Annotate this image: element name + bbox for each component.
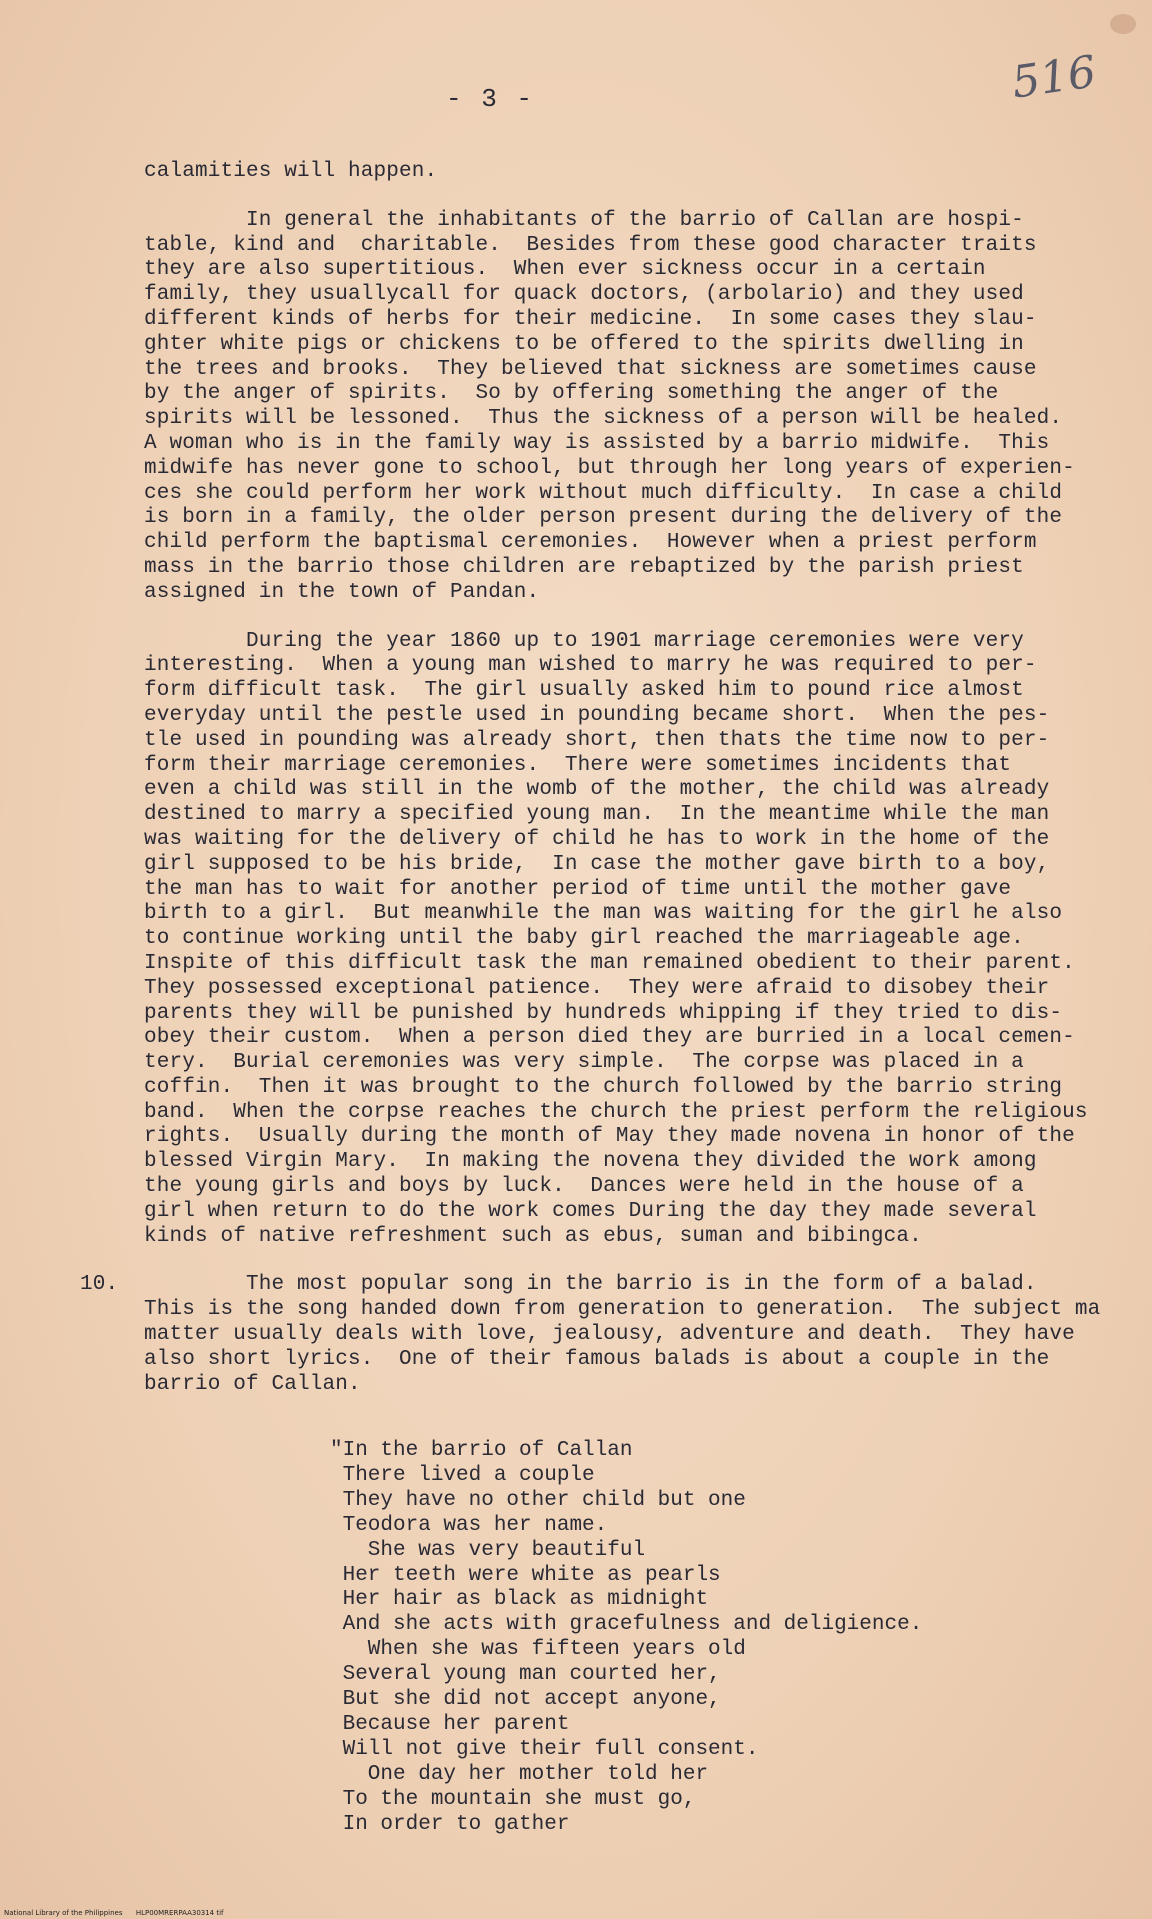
text-line: obey their custom. When a person died they are burried in a local cemen-	[144, 1026, 1075, 1050]
verse-line: Teodora was her name.	[330, 1513, 608, 1537]
text-line: Inspite of this difficult task the man remained obedient to their parent.	[144, 951, 1075, 975]
text-line: In general the inhabitants of the barrio of Callan are hospi-	[144, 208, 1024, 232]
verse-line: There lived a couple	[330, 1463, 595, 1487]
paragraph-4	[80, 1273, 1101, 1397]
text-line: rights. Usually during the month of May they made novena in honor of the	[144, 1125, 1075, 1149]
text-line: barrio of Callan.	[144, 1372, 361, 1396]
text-line: destined to marry a specified young man. In the meantime while the man	[144, 803, 1050, 827]
text-line: The most popular song in the barrio is in the form of a balad.	[144, 1273, 1037, 1297]
archive-footer: National Library of the Philippines HLP00MRERPAA30314 tif	[4, 1909, 224, 1917]
verse-line: Her hair as black as midnight	[330, 1588, 709, 1612]
text-line: ghter white pigs or chickens to be offered to the spirits dwelling in	[144, 332, 1024, 356]
text-line: A woman who is in the family way is assisted by a barrio midwife. This	[144, 431, 1050, 455]
text-line: by the anger of spirits. So by offering something the anger of the	[144, 382, 999, 406]
text-line: the trees and brooks. They believed that sickness are sometimes cause	[144, 357, 1037, 381]
verse-line: When she was fifteen years old	[330, 1638, 746, 1662]
text-line: form difficult task. The girl usually asked him to pound rice almost	[144, 679, 1024, 703]
text-line: child perform the baptismal ceremonies. However when a priest perform	[144, 531, 1037, 555]
text-line: ces she could perform her work without much difficulty. In case a child	[144, 481, 1063, 505]
page-number: - 3 -	[445, 84, 534, 114]
text-line: matter usually deals with love, jealousy, adventure and death. They have	[144, 1323, 1075, 1347]
text-line: During the year 1860 up to 1901 marriage ceremonies were very	[144, 629, 1024, 653]
verse-line: And she acts with gracefulness and deligience.	[330, 1613, 923, 1637]
text-line: spirits will be lessoned. Thus the sickness of a person will be healed.	[144, 407, 1063, 431]
text-line: table, kind and charitable. Besides from these good character traits	[144, 233, 1037, 257]
paragraph-1	[144, 160, 1074, 185]
text-line: midwife has never gone to school, but through her long years of experien-	[144, 456, 1075, 480]
handwritten-page-number: 516	[1008, 46, 1100, 109]
verse-line: To the mountain she must go,	[330, 1787, 696, 1811]
text-line: They possessed exceptional patience. They were afraid to disobey their	[144, 976, 1050, 1000]
verse-line: Several young man courted her,	[330, 1663, 721, 1687]
text-line: coffin. Then it was brought to the church followed by the barrio string	[144, 1075, 1063, 1099]
text-line: girl when return to do the work comes During the day they made several	[144, 1199, 1037, 1223]
text-line: to continue working until the baby girl reached the marriageable age.	[144, 927, 1024, 951]
ballad-verse	[330, 1439, 922, 1838]
text-line: was waiting for the delivery of child he has to work in the home of the	[144, 827, 1050, 851]
text-line: kinds of native refreshment such as ebus, suman and bibingca.	[144, 1224, 922, 1248]
verse-line: Because her parent	[330, 1712, 570, 1736]
text-line: also short lyrics. One of their famous balads is about a couple in the	[144, 1347, 1050, 1371]
text-line: tle used in pounding was already short, then thats the time now to per-	[144, 728, 1050, 752]
text-line: band. When the corpse reaches the church the priest perform the religious	[144, 1100, 1088, 1124]
text-line: different kinds of herbs for their medicine. In some cases they slau-	[144, 307, 1037, 331]
paragraph-3	[144, 629, 1088, 1250]
verse-line: They have no other child but one	[330, 1488, 746, 1512]
verse-line: Will not give their full consent.	[330, 1737, 759, 1761]
text-line: family, they usuallycall for quack doctors, (arbolario) and they used	[144, 283, 1024, 307]
text-line: blessed Virgin Mary. In making the novena they divided the work among	[144, 1150, 1037, 1174]
verse-line: In order to gather	[330, 1812, 570, 1836]
text-line: tery. Burial ceremonies was very simple. The corpse was placed in a	[144, 1051, 1024, 1075]
verse-line: "In the barrio of Callan	[330, 1439, 633, 1462]
text-line: is born in a family, the older person present during the delivery of the	[144, 506, 1063, 530]
text-line: they are also supertitious. When ever sickness occur in a certain	[144, 258, 986, 282]
body-text	[80, 160, 1101, 1397]
text-line: form their marriage ceremonies. There were sometimes incidents that	[144, 753, 1012, 777]
text-line: parents they will be punished by hundreds whipping if they tried to dis-	[144, 1001, 1063, 1025]
text-line: calamities will happen.	[144, 160, 438, 183]
text-line: girl supposed to be his bride, In case the mother gave birth to a boy,	[144, 852, 1050, 876]
text-line: the young girls and boys by luck. Dances were held in the house of a	[144, 1175, 1024, 1199]
text-line: even a child was still in the womb of the mother, the child was already	[144, 778, 1050, 802]
verse-line: One day her mother told her	[330, 1762, 709, 1786]
verse-line: But she did not accept anyone,	[330, 1688, 721, 1712]
text-line: birth to a girl. But meanwhile the man was waiting for the girl he also	[144, 902, 1063, 926]
text-line: This is the song handed down from generation to generation. The subject ma	[144, 1298, 1101, 1322]
text-line: mass in the barrio those children are rebaptized by the parish priest	[144, 555, 1024, 579]
verse-line: She was very beautiful	[330, 1538, 646, 1562]
verse-line: Her teeth were white as pearls	[330, 1563, 721, 1587]
text-line: interesting. When a young man wished to marry he was required to per-	[144, 654, 1037, 678]
paragraph-2	[144, 209, 1074, 606]
text-line: assigned in the town of Pandan.	[144, 580, 540, 604]
item-number: 10.	[80, 1273, 119, 1297]
paper-stain	[1110, 14, 1136, 34]
text-line: everyday until the pestle used in pounding became short. When the pes-	[144, 703, 1050, 727]
text-line: the man has to wait for another period of time until the mother gave	[144, 877, 1012, 901]
